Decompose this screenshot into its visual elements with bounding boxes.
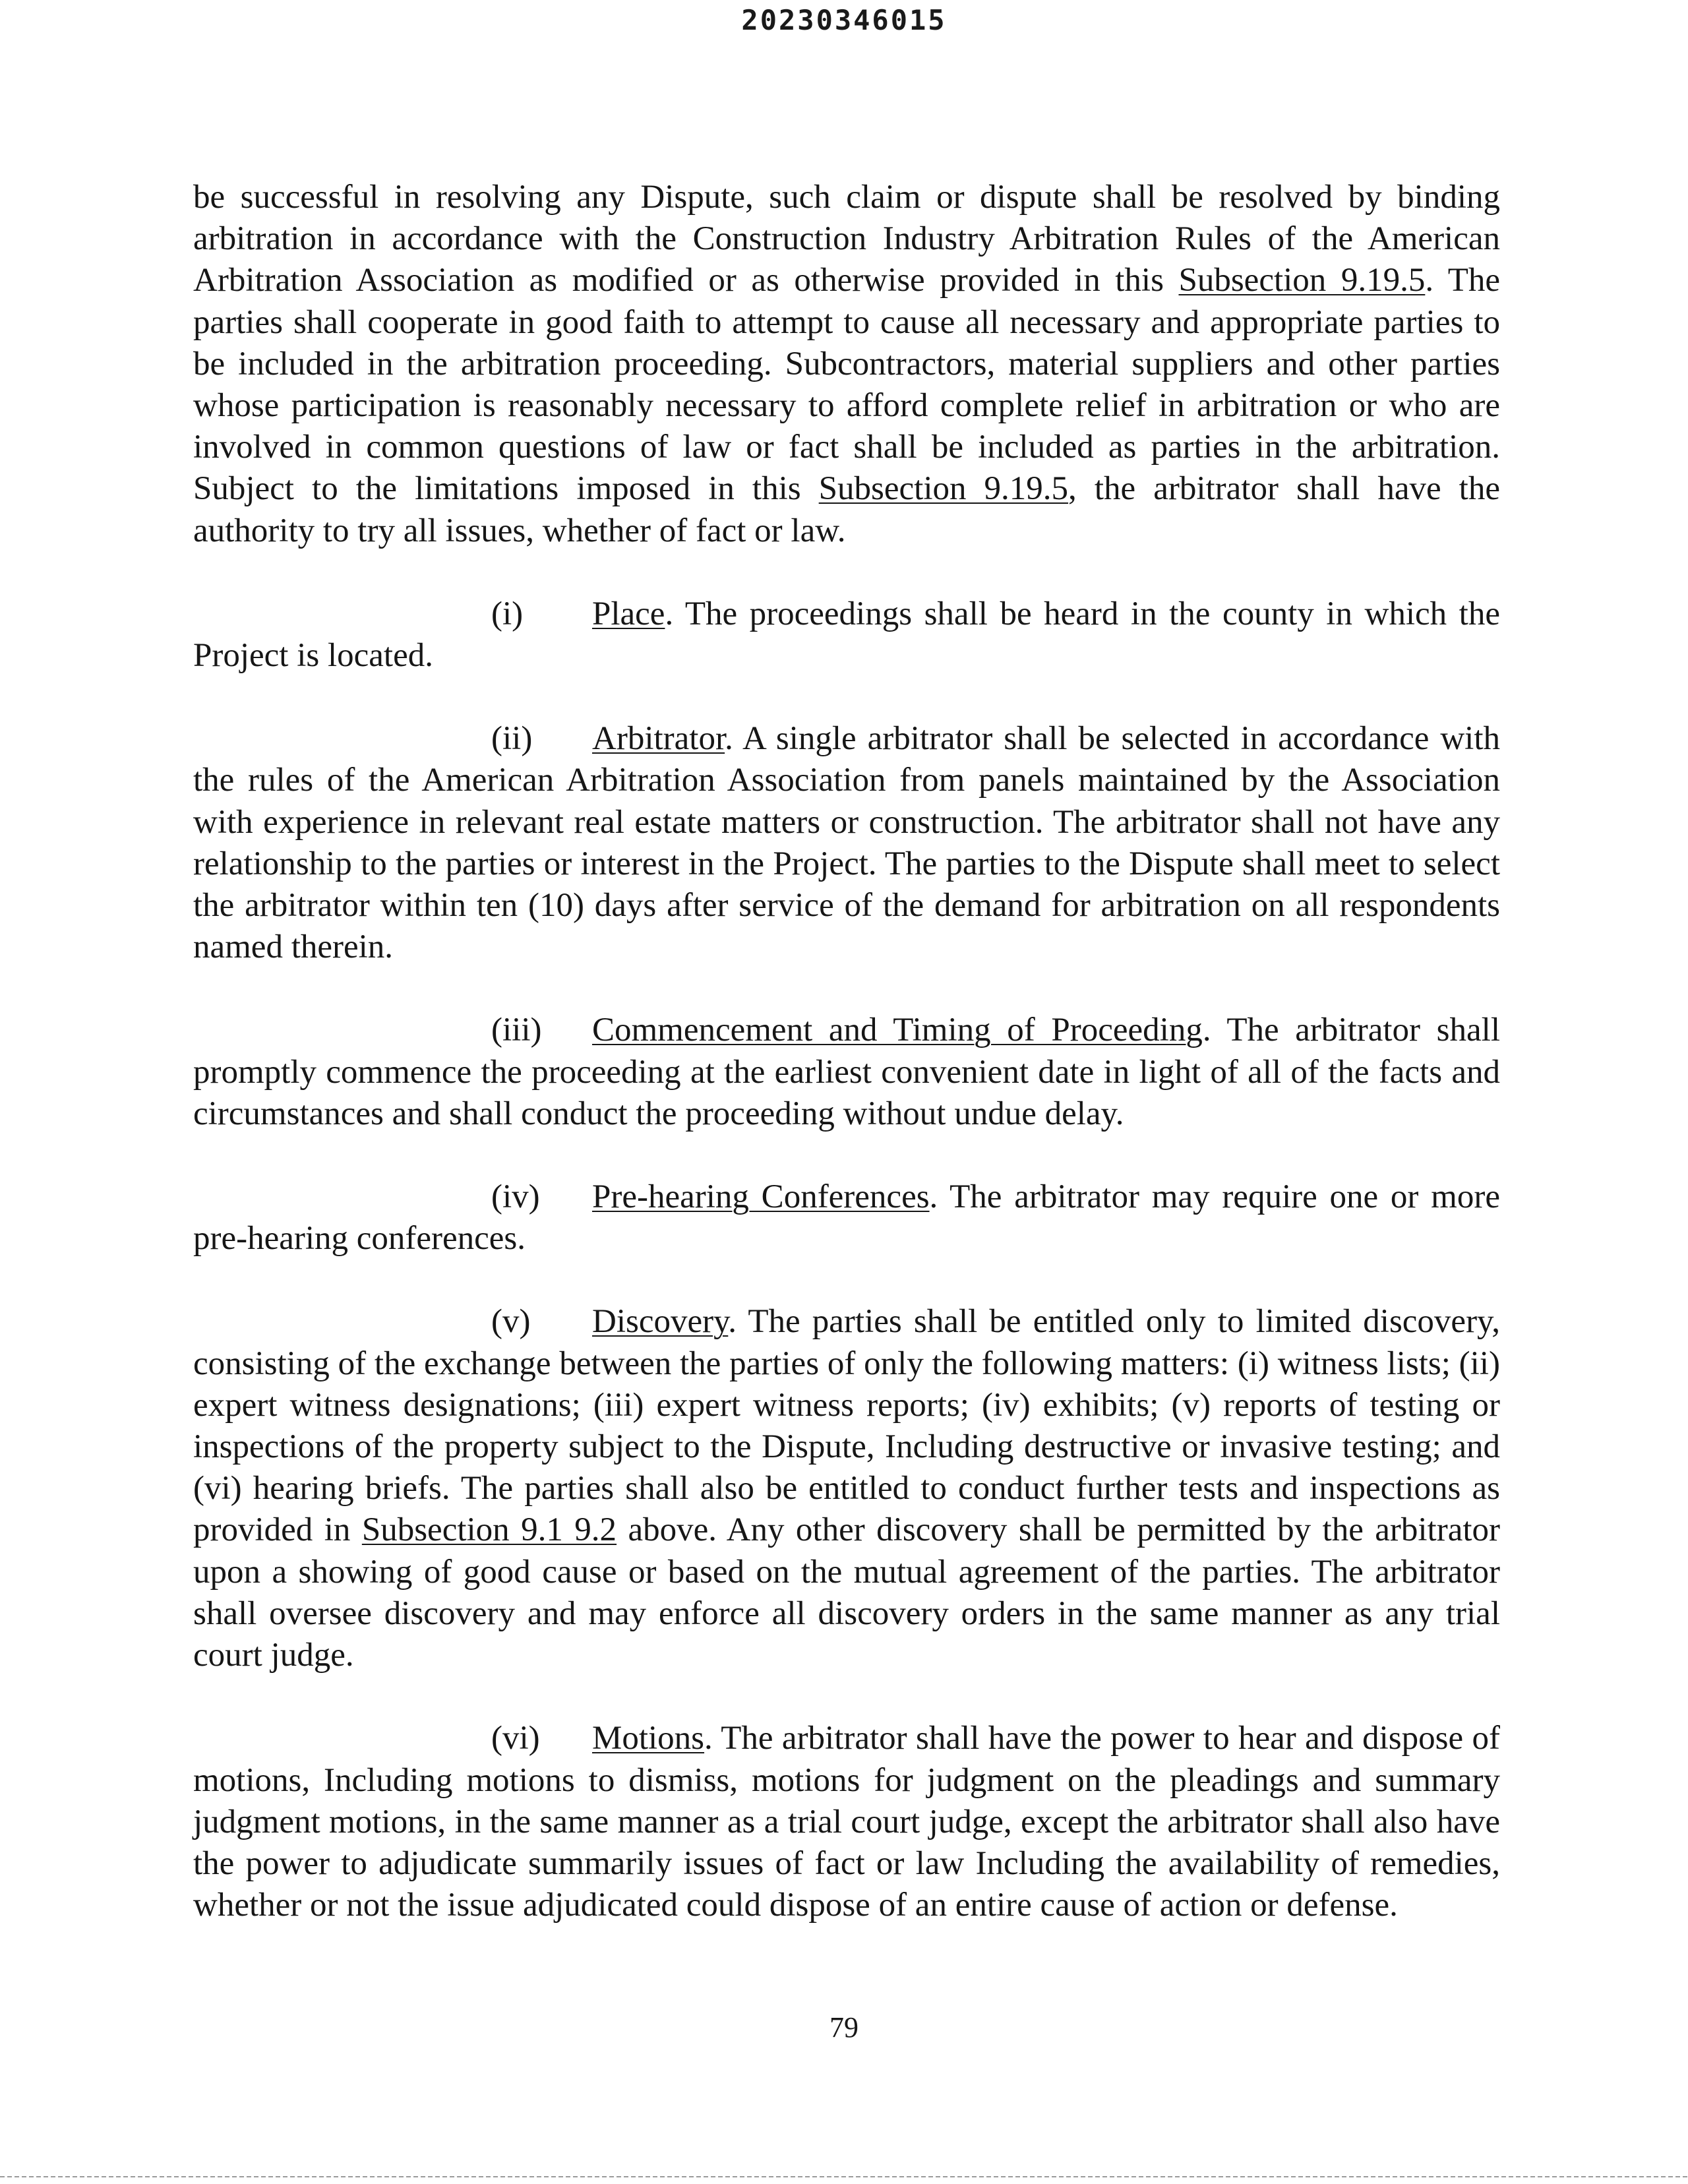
clause-number: (vi) xyxy=(491,1720,540,1757)
clause-heading: Motions xyxy=(592,1720,705,1757)
intro-text-3: , the arbitrator shall have the authority to try all issues, whether of fact or law. xyxy=(193,470,1500,549)
intro-text-2: . The parties shall cooperate in good faith to attempt to cause all necessary and appropriate parties to be included in the arbitration proceeding. Subcontractors, material suppliers and other parties whose participation is reasonably necessary to afford complete relief in arbitration or who are involved in common questions of law or fact shall be included as parties in the arbitration. Subject to the limitations imposed in this xyxy=(193,262,1500,508)
clause-heading: Discovery xyxy=(592,1303,729,1341)
clause-text: . The proceedings shall be heard in the county in which the Project is located. xyxy=(193,595,1500,675)
clause-heading: Place xyxy=(592,595,665,632)
clause-number: (iv) xyxy=(491,1178,540,1216)
clause-heading: Commencement and Timing of Proceeding xyxy=(592,1012,1203,1049)
clause-commencement xyxy=(193,1010,1500,1135)
subsection-reference: Subsection 9.19.5 xyxy=(818,470,1069,508)
clause-number: (v) xyxy=(491,1303,531,1341)
intro-text-1: be successful in resolving any Dispute, such claim or dispute shall be resolved by binding arbitration in accordance with the Construction Industry Arbitration Rules of the American Arbitration Association as modified or as otherwise provided in this xyxy=(193,179,1500,299)
clause-text: . The arbitrator may require one or more pre-hearing conferences. xyxy=(193,1178,1500,1258)
subsection-reference: Subsection 9.19.5 xyxy=(1178,262,1426,299)
subsection-reference: Subsection 9.1 9.2 xyxy=(361,1511,617,1549)
clause-text-continued: above. Any other discovery shall be permitted by the arbitrator upon a showing of good cause or based on the mutual agreement of the parties. The arbitrator shall oversee discovery and may enforce all discovery orders in the same manner as any trial court judge. xyxy=(193,1511,1501,1674)
page-number: 79 xyxy=(829,2011,859,2044)
clause-text: . A single arbitrator shall be selected in accordance with the rules of the American Arbitration Association from panels maintained by the Association with experience in relevant real estate matters or construction. The arbitrator shall not have any relationship to the parties or interest in the Project. The parties to the Dispute shall meet to select the arbitrator within ten (10) days after service of the demand for arbitration on all respondents named therein. xyxy=(193,720,1500,966)
clause-number: (ii) xyxy=(491,720,533,758)
clause-number: (i) xyxy=(491,595,524,632)
clause-text: . The arbitrator shall have the power to hear and dispose of motions, Including motions to dismiss, motions for judgment on the pleadings and summary judgment motions, in the same manner as a trial court judge, except the arbitrator shall also have the power to adjudicate summarily issues of fact or law Including the availability of remedies, whether or not the issue adjudicated could dispose of an entire cause of action or defense. xyxy=(193,1720,1500,1924)
document-body xyxy=(193,177,1500,1926)
clause-discovery xyxy=(193,1301,1500,1676)
clause-text: . The parties shall be entitled only to limited discovery, consisting of the exchange between the parties of only the following matters: (i) witness lists; (ii) expert witness designations; (iii) expert witness reports; (iv) exhibits; (v) reports of testing or inspections of the property subject to the Dispute, Including destructive or invasive testing; and (vi) hearing briefs. The parties shall also be entitled to conduct further tests and inspections as provided in xyxy=(193,1303,1500,1549)
clause-text: . The arbitrator shall promptly commence the proceeding at the earliest convenient date in light of all of the facts and circumstances and shall conduct the proceeding without undue delay. xyxy=(193,1012,1500,1132)
clause-arbitrator xyxy=(193,718,1500,968)
clause-pre-hearing-conferences xyxy=(193,1176,1500,1259)
scan-edge-line xyxy=(0,2176,1688,2177)
document-number: 20230346015 xyxy=(741,4,947,36)
clause-number: (iii) xyxy=(491,1012,542,1049)
clause-heading: Arbitrator xyxy=(592,720,725,758)
clause-heading: Pre-hearing Conferences xyxy=(592,1178,930,1216)
clause-motions xyxy=(193,1718,1500,1926)
intro-paragraph xyxy=(193,177,1500,552)
clause-place xyxy=(193,593,1500,677)
